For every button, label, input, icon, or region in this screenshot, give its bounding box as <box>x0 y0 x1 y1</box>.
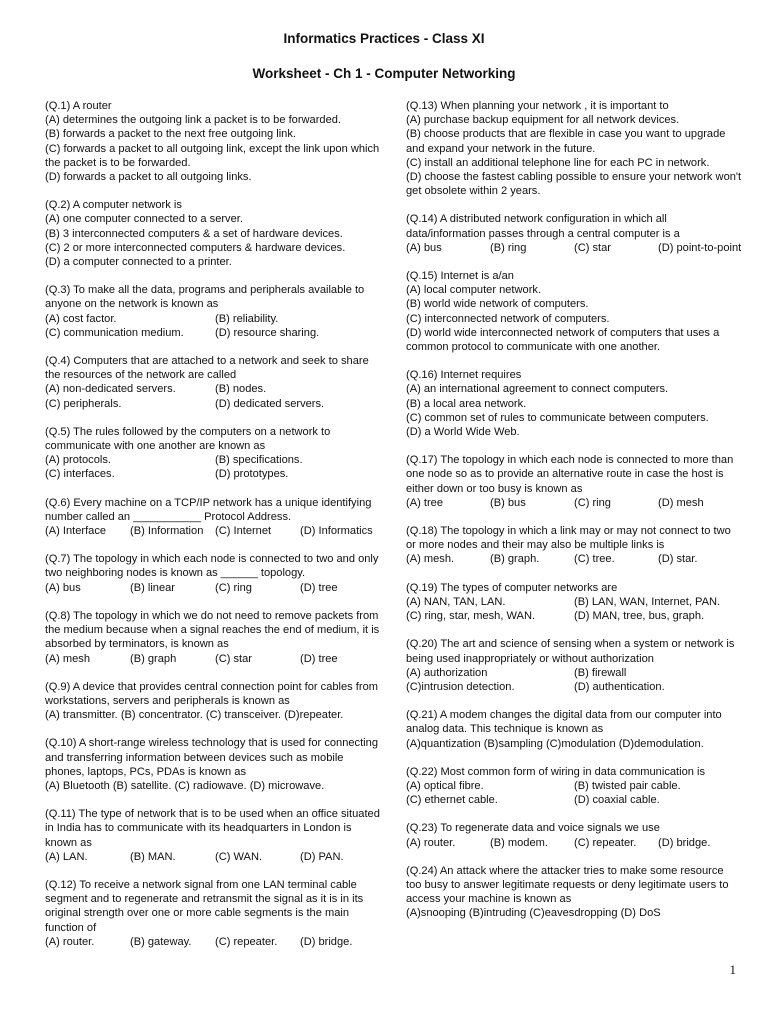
question-text: (Q.6) Every machine on a TCP/IP network has a unique identifying number called an ___________ Protocol Address. <box>45 496 372 523</box>
answer-option: (B) specifications. <box>215 454 303 467</box>
question-options-line: (A) transmitter. (B) concentrator. (C) transceiver. (D)repeater. <box>45 709 344 722</box>
question-block <box>406 581 742 624</box>
answer-option: (D) bridge. <box>300 935 353 948</box>
answer-option: (C) ring <box>574 496 611 509</box>
question-text: (Q.14) A distributed network configuration in which all data/information passes through a central computer is a <box>406 213 680 240</box>
answer-option: (A) NAN, TAN, LAN. <box>406 595 506 608</box>
answer-options <box>406 779 742 807</box>
answer-option: (A) tree <box>406 496 443 509</box>
question-text: (Q.9) A device that provides central connection point for cables from workstations, servers and peripherals is known as <box>45 680 378 707</box>
answer-option: (C) peripherals. <box>45 397 122 410</box>
question-text: (Q.10) A short-range wireless technology that is used for connecting and transferring information between devices such as mobile phones, laptops, PCs, PDAs is known as <box>45 737 378 778</box>
answer-option: (D) dedicated servers. <box>215 397 325 410</box>
question-block <box>45 496 385 539</box>
answer-option: (C) communication medium. <box>45 326 184 339</box>
question-block <box>45 736 385 793</box>
answer-option: (C) install an additional telephone line for each PC in network. <box>406 156 710 169</box>
answer-options <box>45 850 385 864</box>
answer-option: (C) ring, star, mesh, WAN. <box>406 610 536 623</box>
answer-option: (C) Internet <box>215 525 272 538</box>
answer-option: (B) ring <box>490 241 527 254</box>
answer-option: (D) Informatics <box>300 525 373 538</box>
answer-option: (B) nodes. <box>215 383 267 396</box>
answer-options <box>45 581 385 595</box>
answer-option: (B) firewall <box>574 666 627 679</box>
answer-option: (D) coaxial cable. <box>574 794 660 807</box>
answer-option: (B) Information <box>130 525 204 538</box>
answer-option: (A) mesh <box>45 652 90 665</box>
answer-option: (A) purchase backup equipment for all network devices. <box>406 114 680 127</box>
question-options-line: (A)quantization (B)sampling (C)modulation (D)demodulation. <box>406 737 704 750</box>
question-text: (Q.24) An attack where the attacker tries to make some resource too busy to answer legitimate requests or deny legitimate users to access your machine is known as <box>406 864 729 906</box>
answer-options <box>45 453 385 481</box>
answer-option: (C) common set of rules to communicate between computers. <box>406 411 709 424</box>
worksheet-subtitle: Worksheet - Ch 1 - Computer Networking <box>252 66 516 81</box>
answer-option: (A) authorization <box>406 666 488 679</box>
answer-option: (A) non-dedicated servers. <box>45 383 176 396</box>
question-text: (Q.1) A router <box>45 100 112 112</box>
answer-option: (C) repeater. <box>215 935 278 948</box>
answer-option: (D) a World Wide Web. <box>406 426 520 439</box>
question-text: (Q.4) Computers that are attached to a network and seek to share the resources of the network are called <box>45 355 369 382</box>
answer-option: (B) choose products that are flexible in case you want to upgrade and expand your network in the future. <box>406 128 726 155</box>
answer-option: (D) point-to-point <box>658 241 742 254</box>
question-block <box>45 425 385 482</box>
answer-option: (A) router. <box>45 935 95 948</box>
answer-option: (D) mesh <box>658 496 704 509</box>
question-options-line: (A)snooping (B)intruding (C)eavesdropping (D) DoS <box>406 907 661 920</box>
question-text: (Q.20) The art and science of sensing when a system or network is being used inappropriately or without authorization <box>406 638 735 665</box>
answer-option: (B) 3 interconnected computers & a set of hardware devices. <box>45 227 343 240</box>
answer-option: (B) twisted pair cable. <box>574 779 681 792</box>
question-text: (Q.8) The topology in which we do not need to remove packets from the medium because when a signal reaches the end of medium, it is absorbed by terminators, is known as <box>45 609 380 651</box>
answer-option: (C) forwards a packet to all outgoing link, except the link upon which the packet is to be forwarded. <box>45 142 380 169</box>
answer-options <box>406 552 742 566</box>
question-block <box>45 283 385 340</box>
question-text: (Q.3) To make all the data, programs and peripherals available to anyone on the network is known as <box>45 284 365 311</box>
question-block <box>406 99 742 198</box>
answer-option: (A) local computer network. <box>406 284 542 297</box>
answer-option: (B) a local area network. <box>406 397 527 410</box>
question-text: (Q.5) The rules followed by the computers on a network to communicate with one another are known as <box>45 425 331 453</box>
answer-option: (B) world wide network of computers. <box>406 298 589 311</box>
answer-option: (B) gateway. <box>130 935 192 948</box>
answer-options <box>45 524 385 538</box>
question-block <box>406 821 742 849</box>
question-block <box>406 524 742 567</box>
answer-option: (C) tree. <box>574 553 615 566</box>
answer-option: (A) mesh. <box>406 553 455 566</box>
answer-option: (B) LAN, WAN, Internet, PAN. <box>574 595 721 608</box>
answer-option: (D) world wide interconnected network of computers that uses a common protocol to communicate with one another. <box>406 326 720 354</box>
answer-options <box>45 652 385 666</box>
answer-option: (B) forwards a packet to the next free outgoing link. <box>45 128 296 141</box>
answer-option: (A) LAN. <box>45 850 88 863</box>
answer-option: (C) WAN. <box>215 850 263 863</box>
answer-options <box>406 836 742 850</box>
answer-option: (C)intrusion detection. <box>406 680 515 693</box>
answer-option: (B) graph. <box>490 553 540 566</box>
answer-option: (C) star <box>574 241 611 254</box>
question-text: (Q.21) A modem changes the digital data from our computer into analog data. This technique is known as <box>406 709 722 736</box>
question-block <box>406 864 742 921</box>
answer-option: (D) a computer connected to a printer. <box>45 256 232 269</box>
answer-option: (A) determines the outgoing link a packet is to be forwarded. <box>45 114 341 127</box>
question-text: (Q.15) Internet is a/an <box>406 270 514 283</box>
question-text: (Q.19) The types of computer networks are <box>406 581 618 594</box>
question-text: (Q.12) To receive a network signal from one LAN terminal cable segment and to regenerate and retransmit the signal as it is in its original strength over one or more cable segments is the main function of <box>45 878 364 934</box>
question-block <box>45 354 385 411</box>
answer-options <box>406 241 742 255</box>
question-block <box>45 99 385 184</box>
answer-options <box>45 935 385 949</box>
answer-option: (D) resource sharing. <box>215 326 320 339</box>
answer-option: (C) ethernet cable. <box>406 794 498 807</box>
question-block <box>406 368 742 439</box>
answer-option: (A) optical fibre. <box>406 779 484 792</box>
question-block <box>45 609 385 666</box>
question-block <box>45 878 385 949</box>
answer-option: (D) prototypes. <box>215 468 289 481</box>
answer-option: (A) bus <box>406 241 442 254</box>
question-text: (Q.18) The topology in which a link may or may not connect to two or more nodes and their may also be multiple links is <box>406 525 731 552</box>
worksheet-title: Informatics Practices - Class XI <box>283 31 485 46</box>
answer-option: (B) reliability. <box>215 312 279 325</box>
answer-option: (D) forwards a packet to all outgoing links. <box>45 171 252 184</box>
answer-option: (B) MAN. <box>130 850 176 863</box>
answer-options <box>406 666 742 694</box>
answer-options <box>45 382 385 410</box>
answer-option: (B) graph <box>130 652 177 665</box>
answer-option: (A) one computer connected to a server. <box>45 213 243 226</box>
question-block <box>45 680 385 723</box>
question-block <box>45 552 385 595</box>
answer-options <box>406 595 742 623</box>
answer-option: (C) interfaces. <box>45 468 115 481</box>
question-block <box>45 198 385 269</box>
question-block <box>406 453 742 510</box>
answer-option: (D) MAN, tree, bus, graph. <box>574 610 705 623</box>
question-text: (Q.16) Internet requires <box>406 369 522 382</box>
answer-option: (B) bus <box>490 496 526 509</box>
answer-option: (A) router. <box>406 836 456 849</box>
question-text: (Q.7) The topology in which each node is connected to two and only two neighboring nodes is known as ______ topology. <box>45 553 379 580</box>
question-block <box>406 269 742 354</box>
page-number: 1 <box>729 962 736 977</box>
left-column <box>45 99 385 963</box>
question-text: (Q.11) The type of network that is to be used when an office situated in India has to communicate with its headquarters in London is known as <box>45 808 380 849</box>
question-options-line: (A) Bluetooth (B) satellite. (C) radiowave. (D) microwave. <box>45 779 325 792</box>
answer-option: (A) bus <box>45 581 81 594</box>
answer-options <box>406 496 742 510</box>
answer-option: (A) an international agreement to connect computers. <box>406 383 669 396</box>
answer-option: (D) authentication. <box>574 680 665 693</box>
answer-option: (C) 2 or more interconnected computers & hardware devices. <box>45 241 346 254</box>
question-block <box>406 708 742 751</box>
answer-option: (D) bridge. <box>658 836 711 849</box>
answer-options <box>45 312 385 340</box>
answer-option: (D) star. <box>658 553 698 566</box>
answer-option: (D) choose the fastest cabling possible to ensure your network won't get obsolete within 2 years. <box>406 171 742 198</box>
answer-option: (C) ring <box>215 581 252 594</box>
answer-option: (C) interconnected network of computers. <box>406 312 610 325</box>
question-text: (Q.17) The topology in which each node is connected to more than one node so as to provide an alternative route in case the host is either down or too busy is known as <box>406 454 734 495</box>
answer-option: (C) star <box>215 652 252 665</box>
question-block <box>406 212 742 255</box>
answer-option: (A) cost factor. <box>45 312 117 325</box>
question-text: (Q.23) To regenerate data and voice signals we use <box>406 822 660 835</box>
answer-option: (D) tree <box>300 652 338 665</box>
answer-option: (B) modem. <box>490 836 548 849</box>
question-text: (Q.2) A computer network is <box>45 199 182 212</box>
question-text: (Q.22) Most common form of wiring in data communication is <box>406 765 706 778</box>
question-block <box>406 765 742 808</box>
answer-option: (C) repeater. <box>574 836 637 849</box>
question-block <box>406 637 742 694</box>
answer-option: (A) protocols. <box>45 454 111 467</box>
answer-option: (B) linear <box>130 581 176 594</box>
answer-option: (D) PAN. <box>300 850 344 863</box>
answer-option: (D) tree <box>300 581 338 594</box>
question-block <box>45 807 385 864</box>
question-text: (Q.13) When planning your network , it is important to <box>406 100 669 112</box>
answer-option: (A) Interface <box>45 525 107 538</box>
right-column <box>406 99 742 935</box>
